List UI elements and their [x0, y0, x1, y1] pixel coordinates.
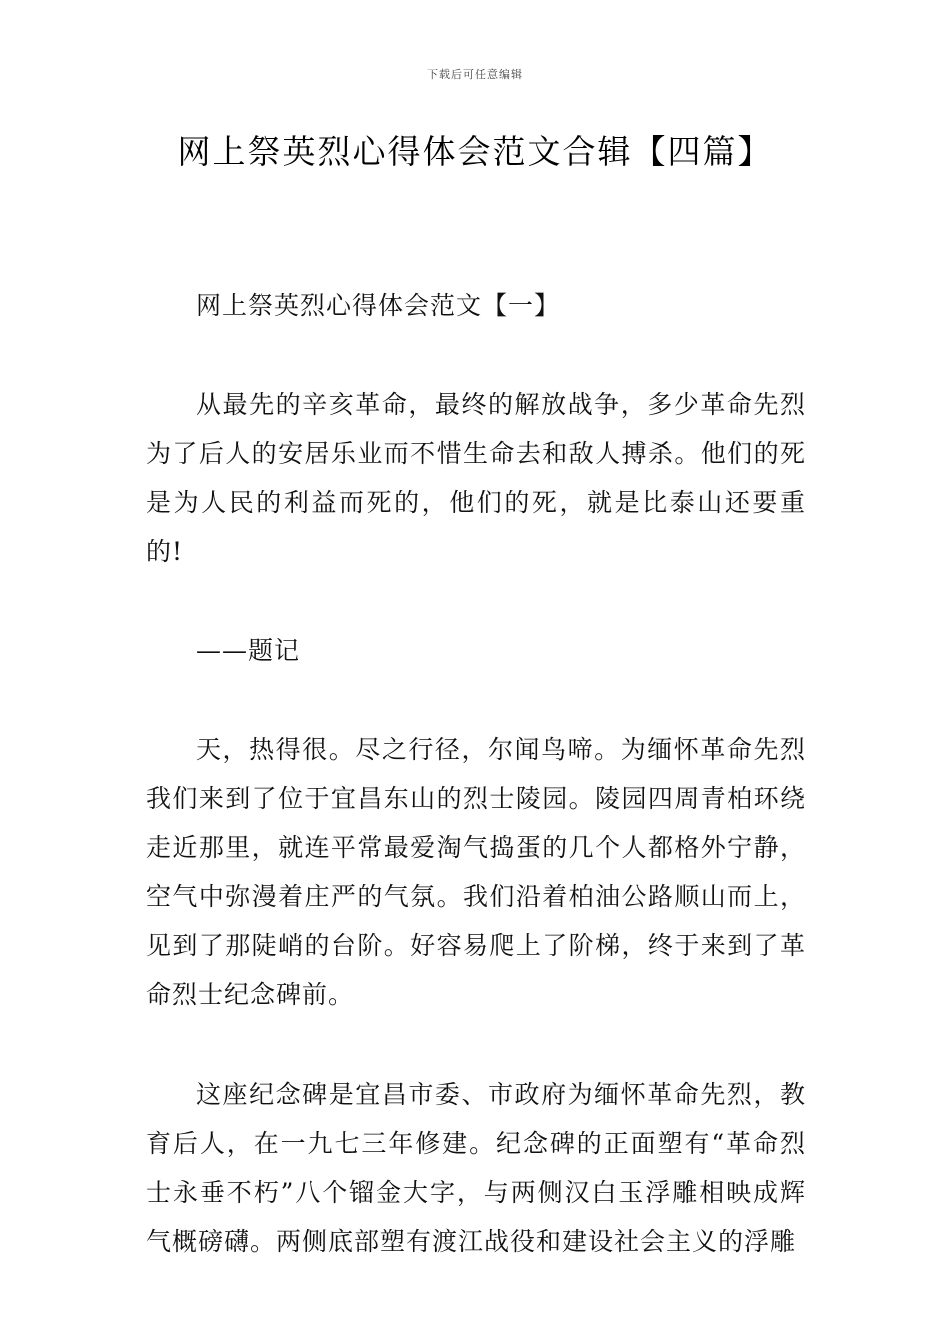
section-heading: 网上祭英烈心得体会范文【一】: [196, 291, 561, 320]
spacer: [146, 330, 806, 380]
body-paragraph: 这座纪念碑是宜昌市委、市政府为缅怀革命先烈，教育后人，在一九七三年修建。纪念碑的正面塑有“革命烈士永垂不朽”八个镏金大字，与两侧汉白玉浮雕相映成辉气概磅礴。两侧底部塑有渡江战役和建设社会主义的浮雕: [146, 1080, 806, 1256]
spacer: [146, 675, 806, 725]
document-title: 网上祭英烈心得体会范文合辑【四篇】: [177, 132, 773, 171]
document-body: [146, 281, 806, 1266]
body-paragraph: 天，热得很。尽之行径，尔闻鸟啼。为缅怀革命先烈我们来到了位于宜昌东山的烈士陵园。陵园四周青柏环绕走近那里，就连平常最爱淘气捣蛋的几个人都格外宁静，空气中弥漫着庄严的气氛。我们沿着柏油公路顺山而上，见到了那陡峭的台阶。好容易爬上了阶梯，终于来到了革命烈士纪念碑前。: [146, 735, 806, 1009]
epigraph-paragraph: 从最先的辛亥革命，最终的解放战争，多少革命先烈为了后人的安居乐业而不惜生命去和敌人搏杀。他们的死是为人民的利益而死的，他们的死，就是比泰山还要重的!: [146, 390, 806, 566]
epigraph-attribution: ——题记: [196, 636, 301, 665]
spacer: [146, 1019, 806, 1070]
header-note: 下载后可任意编辑: [427, 68, 523, 81]
spacer: [146, 576, 806, 626]
